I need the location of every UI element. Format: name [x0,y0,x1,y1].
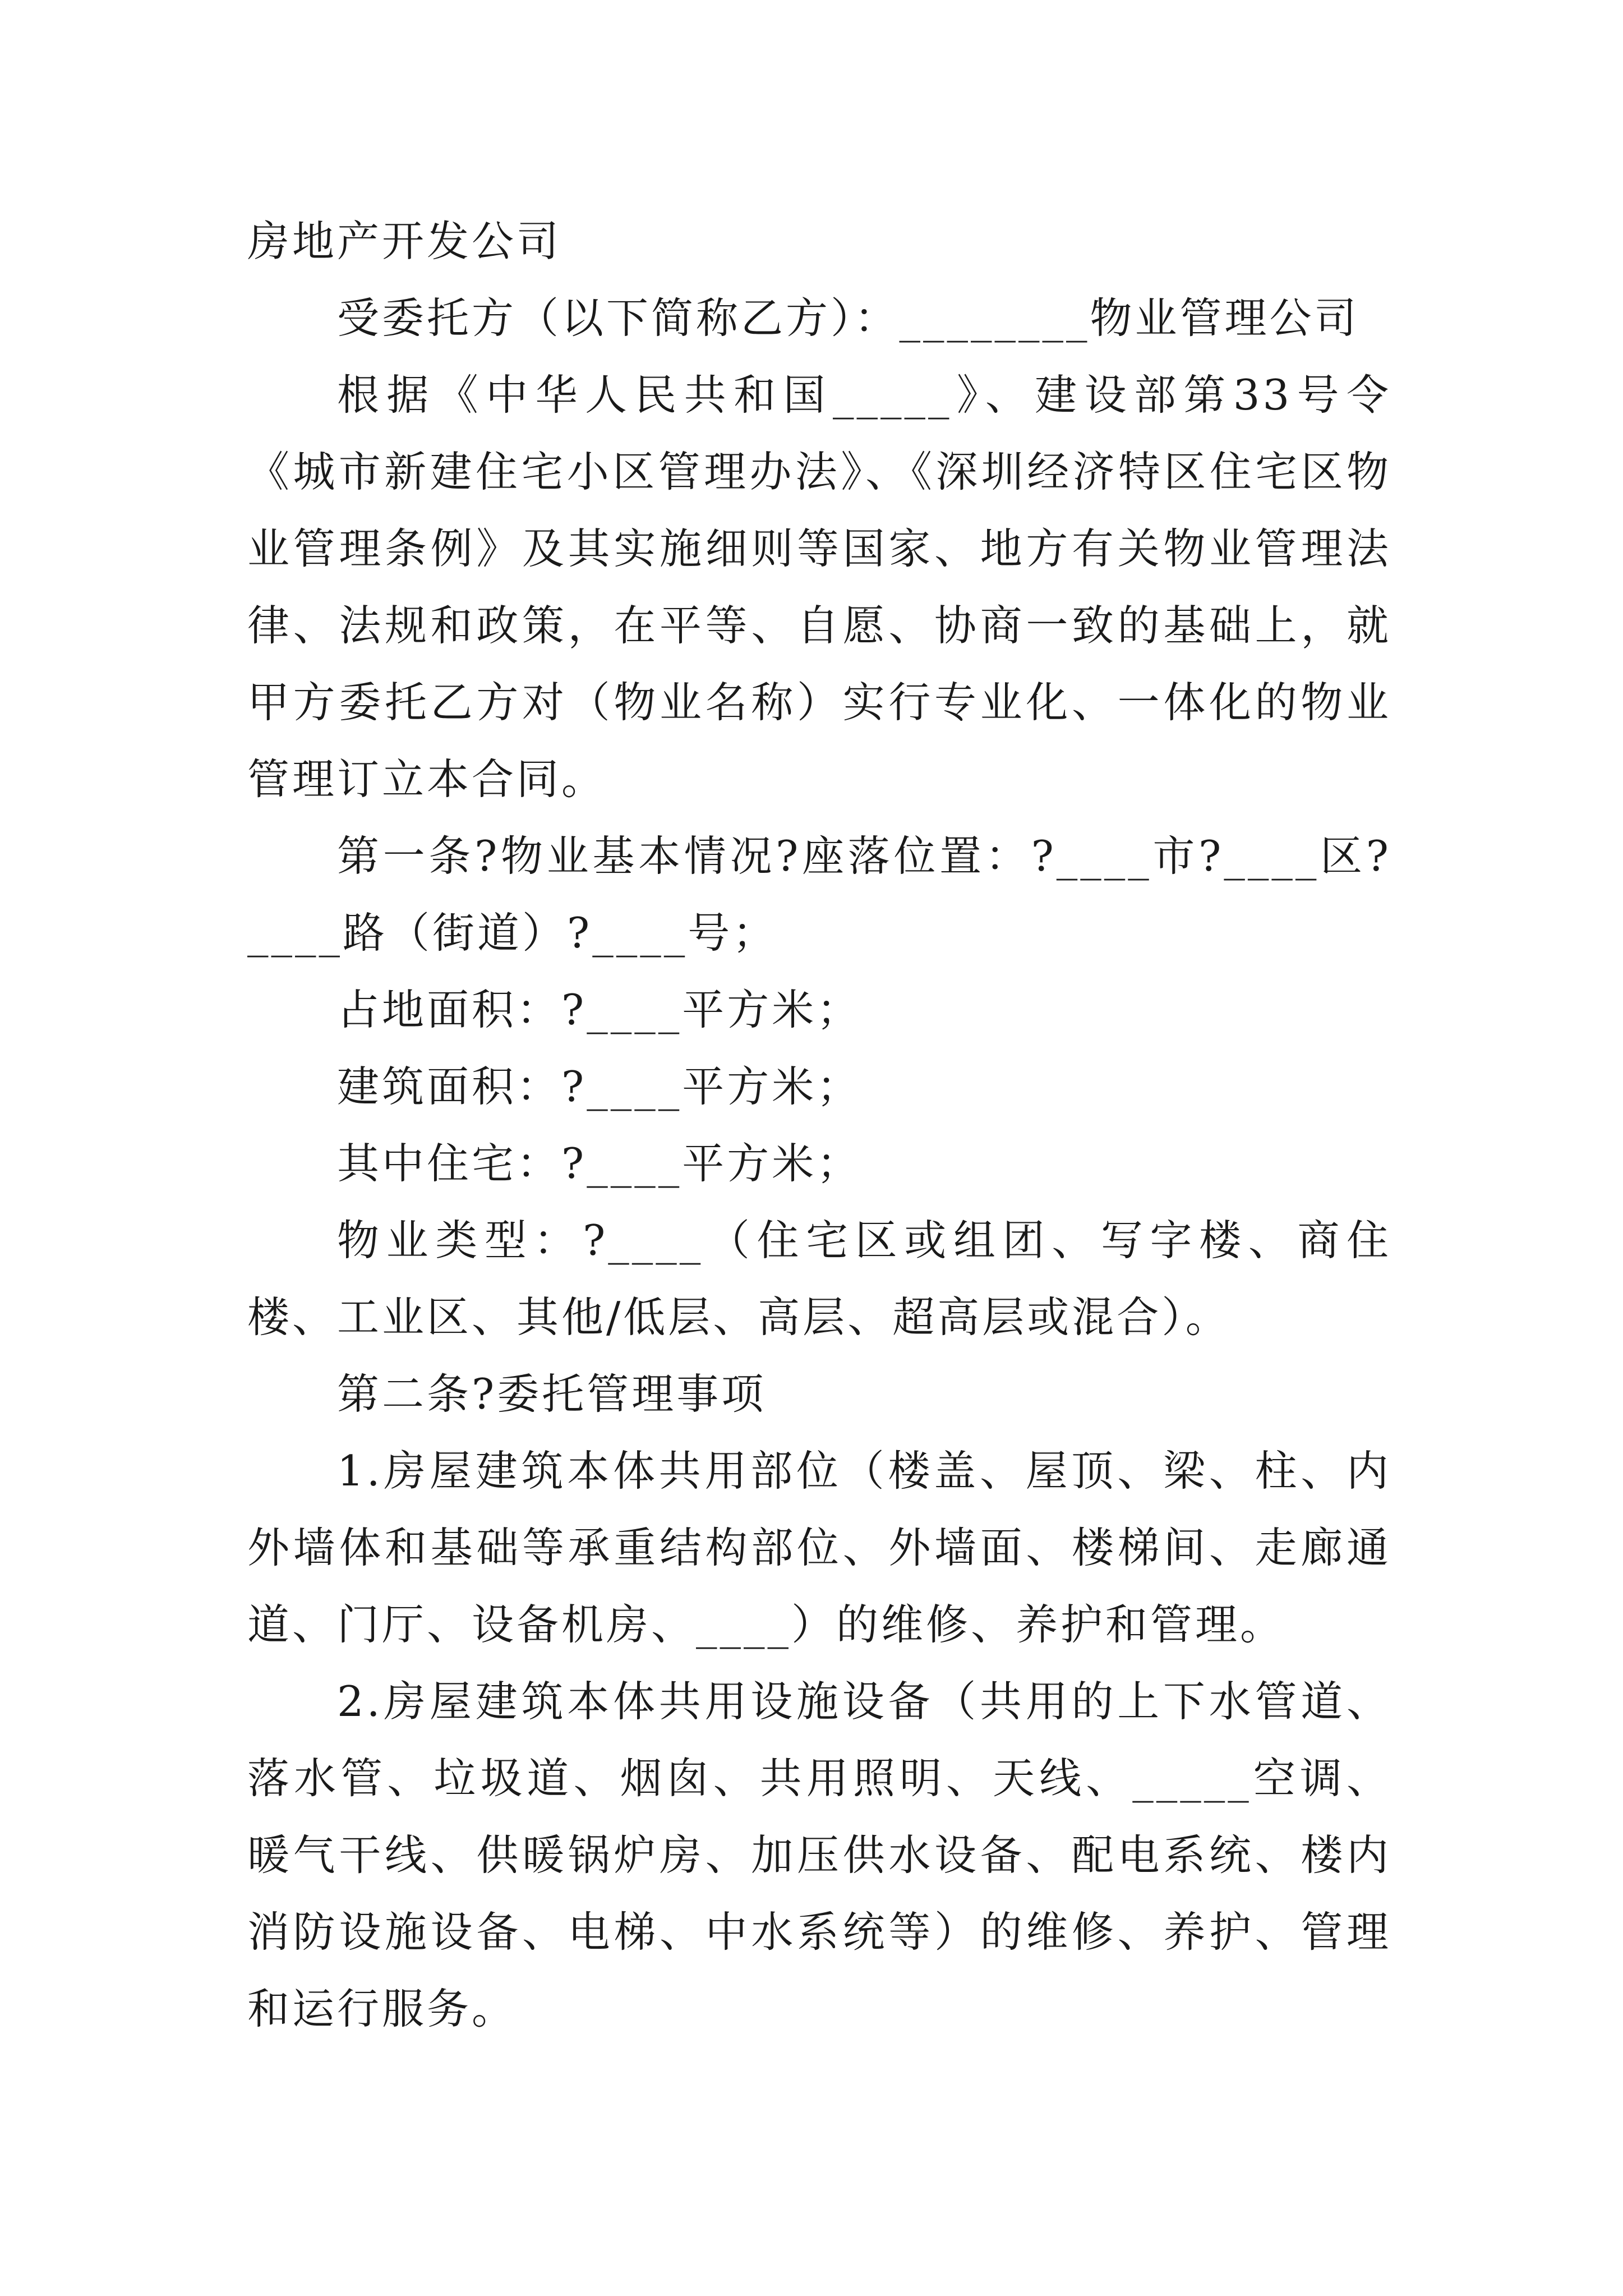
paragraph-item-1: 1.房屋建筑本体共用部位（楼盖、屋顶、梁、柱、内外墙体和基础等承重结构部位、外墙面、楼梯间、走廊通道、门厅、设备机房、____）的维修、养护和管理。 [247,1446,1391,1649]
paragraph-legal-basis: 根据《中华人民共和国_____》、建设部第33号令《城市新建住宅小区管理办法》、《深圳经济特区住宅区物业管理条例》及其实施细则等国家、地方有关物业管理法律、法规和政策，在平等、自愿、协商一致的基础上，就甲方委托乙方对（物业名称）实行专业化、一体化的物业管理订立本合同。 [247,370,1391,804]
contract-body [247,203,1391,2047]
paragraph-article-1-location: 第一条?物业基本情况?座落位置：?____市?____区?____路（街道）?____号； [247,831,1391,958]
paragraph-residential-area: 其中住宅：?____平方米； [337,1139,862,1188]
paragraph-party-a-name: 房地产开发公司 [247,217,562,266]
paragraph-article-2-heading: 第二条?委托管理事项 [337,1369,767,1419]
paragraph-party-b: 受委托方（以下简称乙方）：________物业管理公司 [337,293,1359,343]
paragraph-property-type: 物业类型：?____（住宅区或组团、写字楼、商住楼、工业区、其他/低层、高层、超高层或混合）。 [247,1216,1391,1342]
paragraph-item-2: 2.房屋建筑本体共用设施设备（共用的上下水管道、落水管、垃圾道、烟囱、共用照明、天线、_____空调、暖气干线、供暖锅炉房、加压供水设备、配电系统、楼内消防设施设备、电梯、中水系统等）的维修、养护、管理和运行服务。 [247,1677,1391,2033]
paragraph-land-area: 占地面积：?____平方米； [337,985,862,1034]
paragraph-building-area: 建筑面积：?____平方米； [337,1062,862,1111]
